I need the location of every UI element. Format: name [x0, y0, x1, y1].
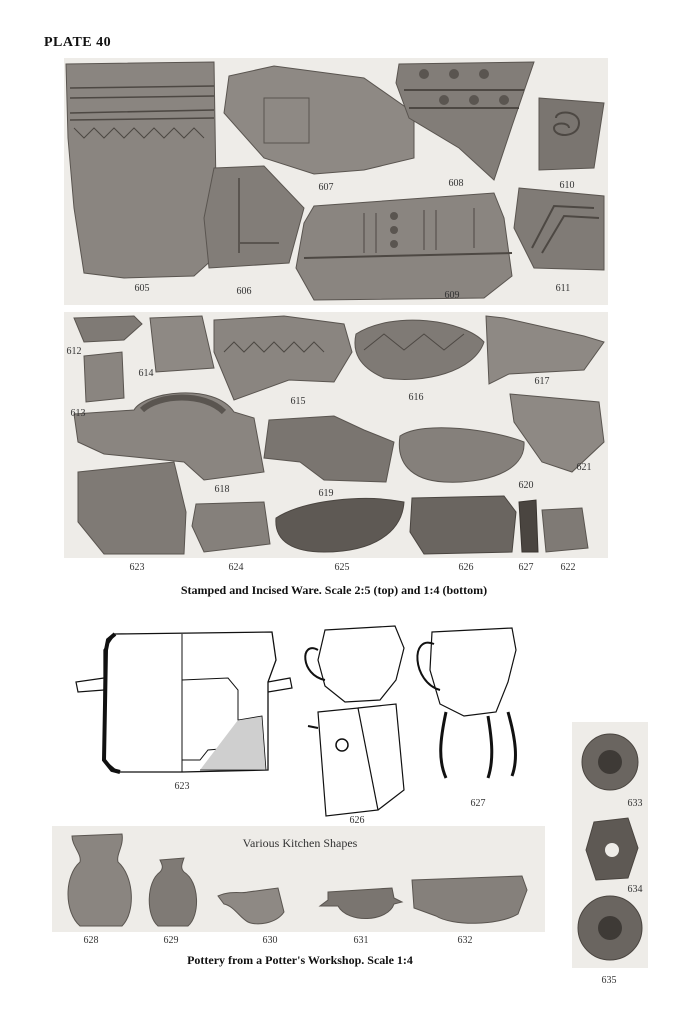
label-608: 608 — [448, 178, 464, 189]
label-617: 617 — [534, 376, 550, 387]
label-620: 620 — [518, 480, 534, 491]
middle-photo-panel — [64, 312, 608, 573]
label-609: 609 — [444, 290, 460, 301]
label-619: 619 — [318, 488, 334, 499]
label-629: 629 — [163, 935, 179, 946]
caption-potters-workshop: Pottery from a Potter's Workshop. Scale 1:4 — [187, 953, 413, 967]
label-633: 633 — [627, 798, 643, 809]
label-622: 622 — [560, 562, 576, 573]
label-611: 611 — [555, 283, 571, 294]
label-607: 607 — [318, 182, 334, 193]
label-610: 610 — [559, 180, 575, 191]
kiln-objects-image — [572, 722, 648, 968]
label-626-drawing: 626 — [349, 815, 365, 826]
kitchen-shapes-panel — [52, 826, 545, 932]
drawing-627 — [417, 628, 516, 778]
label-606: 606 — [236, 286, 252, 297]
label-621: 621 — [576, 462, 592, 473]
label-634: 634 — [627, 884, 643, 895]
label-605: 605 — [134, 283, 150, 294]
kitchen-vessels-image — [52, 826, 545, 932]
right-photo-panel — [572, 722, 648, 968]
middle-sherds-image — [64, 312, 608, 558]
label-614: 614 — [138, 368, 154, 379]
drawing-623 — [76, 632, 292, 772]
label-612: 612 — [66, 346, 82, 357]
label-615: 615 — [290, 396, 306, 407]
label-616: 616 — [408, 392, 424, 403]
kitchen-shapes-title: Various Kitchen Shapes — [242, 836, 358, 850]
label-627-drawing: 627 — [470, 798, 486, 809]
drawing-626 — [305, 626, 404, 816]
label-624: 624 — [228, 562, 244, 573]
label-626-photo: 626 — [458, 562, 474, 573]
top-photo-panel — [64, 58, 608, 305]
label-625: 625 — [334, 562, 350, 573]
label-631: 631 — [353, 935, 369, 946]
label-627-photo: 627 — [518, 562, 534, 573]
label-623-photo: 623 — [129, 562, 145, 573]
label-623-drawing: 623 — [174, 781, 190, 792]
label-635: 635 — [601, 975, 617, 986]
label-630: 630 — [262, 935, 278, 946]
label-618: 618 — [214, 484, 230, 495]
label-613: 613 — [70, 408, 86, 419]
caption-stamped-ware: Stamped and Incised Ware. Scale 2:5 (top) and 1:4 (bottom) — [180, 583, 488, 597]
label-632: 632 — [457, 935, 473, 946]
top-sherds-image — [64, 58, 608, 305]
plate-title: PLATE 40 — [44, 35, 112, 50]
label-628: 628 — [83, 935, 99, 946]
